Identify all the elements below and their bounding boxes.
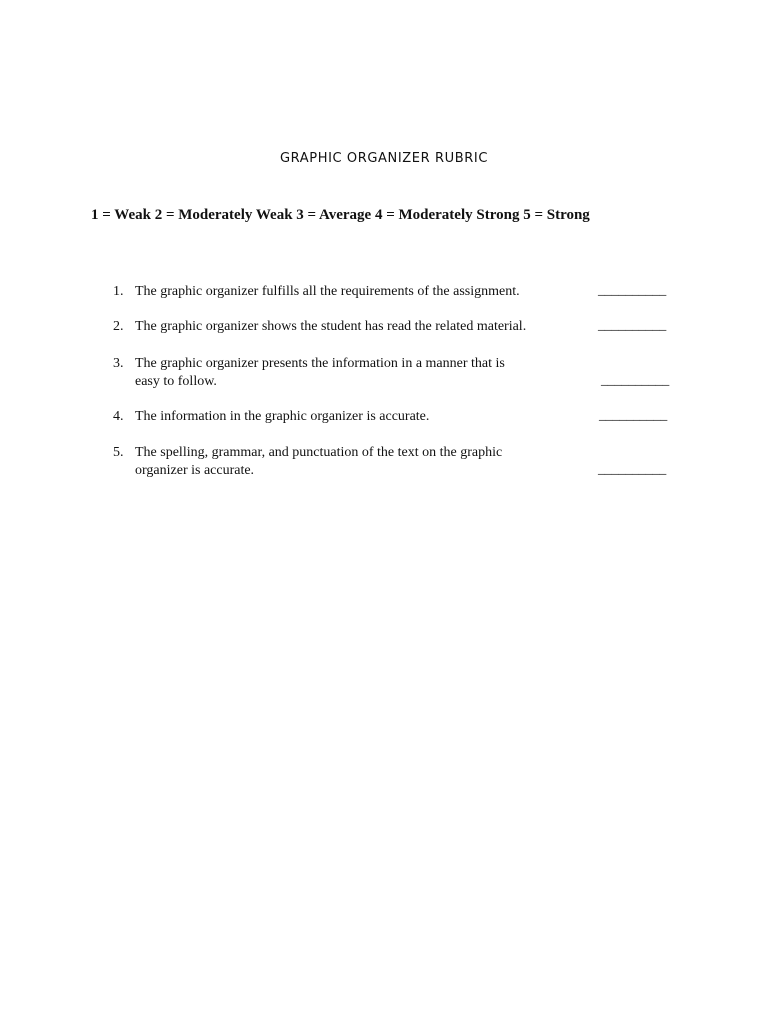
item-number: 5. bbox=[113, 445, 124, 460]
item-number: 1. bbox=[113, 284, 124, 299]
item-text: The graphic organizer presents the information in a manner that is bbox=[135, 356, 505, 371]
item-text: The information in the graphic organizer is accurate. bbox=[135, 409, 430, 424]
item-number: 3. bbox=[113, 356, 124, 371]
item-text: The graphic organizer fulfills all the requirements of the assignment. bbox=[135, 284, 520, 299]
item-text-continued: easy to follow. bbox=[135, 374, 217, 389]
item-text-continued: organizer is accurate. bbox=[135, 463, 255, 478]
item-text: The graphic organizer shows the student has read the related material. bbox=[135, 319, 527, 334]
item-text: The spelling, grammar, and punctuation of the text on the graphic bbox=[135, 445, 503, 460]
score-blank-4[interactable]: __________ bbox=[599, 408, 668, 423]
rating-scale: 1 = Weak 2 = Moderately Weak 3 = Average 4 = Moderately Strong 5 = Strong bbox=[91, 207, 590, 223]
page-title: GRAPHIC ORGANIZER RUBRIC bbox=[279, 151, 489, 166]
score-blank-2[interactable]: __________ bbox=[598, 318, 667, 333]
score-blank-5[interactable]: __________ bbox=[598, 462, 667, 477]
score-blank-3[interactable]: __________ bbox=[601, 373, 670, 388]
item-number: 2. bbox=[113, 319, 124, 334]
item-number: 4. bbox=[113, 409, 124, 424]
score-blank-1[interactable]: __________ bbox=[598, 283, 667, 298]
